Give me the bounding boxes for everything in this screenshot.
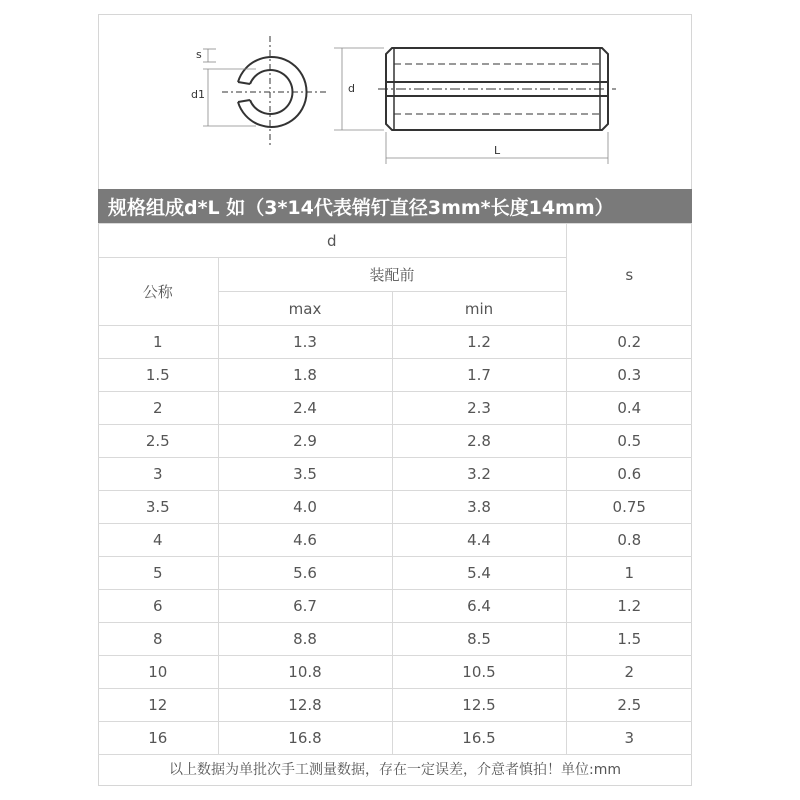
cell-max: 16.8 xyxy=(218,722,392,755)
cell-max: 1.8 xyxy=(218,359,392,392)
cell-s: 0.8 xyxy=(566,524,692,557)
pin-technical-drawing xyxy=(98,14,692,189)
cell-max: 10.8 xyxy=(218,656,392,689)
cell-max: 4.0 xyxy=(218,491,392,524)
header-d: d xyxy=(98,224,566,258)
cell-nominal: 6 xyxy=(98,590,218,623)
table-row xyxy=(98,590,692,623)
label-L: L xyxy=(494,144,501,157)
header-nominal: 公称 xyxy=(98,258,218,326)
cell-s: 0.2 xyxy=(566,326,692,359)
cell-max: 12.8 xyxy=(218,689,392,722)
table-row xyxy=(98,722,692,755)
table-row xyxy=(98,491,692,524)
cell-nominal: 4 xyxy=(98,524,218,557)
cell-s: 0.6 xyxy=(566,458,692,491)
cell-min: 3.2 xyxy=(392,458,566,491)
cell-nominal: 10 xyxy=(98,656,218,689)
cell-nominal: 5 xyxy=(98,557,218,590)
spec-table xyxy=(98,223,692,755)
cell-max: 6.7 xyxy=(218,590,392,623)
table-row xyxy=(98,458,692,491)
table-row xyxy=(98,557,692,590)
cell-max: 5.6 xyxy=(218,557,392,590)
table-row xyxy=(98,392,692,425)
table-row xyxy=(98,359,692,392)
label-d1: d1 xyxy=(191,88,205,101)
cell-s: 1 xyxy=(566,557,692,590)
end-view xyxy=(203,36,326,148)
spec-title: 规格组成d*L 如（3*14代表销钉直径3mm*长度14mm） xyxy=(108,196,614,219)
cell-s: 3 xyxy=(566,722,692,755)
cell-min: 1.2 xyxy=(392,326,566,359)
cell-s: 0.75 xyxy=(566,491,692,524)
cell-nominal: 3.5 xyxy=(98,491,218,524)
cell-s: 1.2 xyxy=(566,590,692,623)
table-row xyxy=(98,524,692,557)
cell-s: 0.4 xyxy=(566,392,692,425)
cell-min: 2.8 xyxy=(392,425,566,458)
cell-s: 1.5 xyxy=(566,623,692,656)
side-view xyxy=(334,48,616,164)
header-s: s xyxy=(566,224,692,326)
cell-nominal: 8 xyxy=(98,623,218,656)
cell-nominal: 2 xyxy=(98,392,218,425)
table-row xyxy=(98,326,692,359)
cell-max: 2.9 xyxy=(218,425,392,458)
table-row xyxy=(98,689,692,722)
cell-max: 4.6 xyxy=(218,524,392,557)
cell-max: 8.8 xyxy=(218,623,392,656)
cell-max: 3.5 xyxy=(218,458,392,491)
cell-min: 2.3 xyxy=(392,392,566,425)
cell-nominal: 3 xyxy=(98,458,218,491)
cell-min: 5.4 xyxy=(392,557,566,590)
header-min: min xyxy=(392,292,566,326)
cell-min: 3.8 xyxy=(392,491,566,524)
cell-min: 12.5 xyxy=(392,689,566,722)
cell-nominal: 16 xyxy=(98,722,218,755)
header-before-assembly: 装配前 xyxy=(218,258,566,292)
spec-title-bar xyxy=(98,189,692,223)
cell-nominal: 1 xyxy=(98,326,218,359)
cell-min: 10.5 xyxy=(392,656,566,689)
cell-max: 1.3 xyxy=(218,326,392,359)
cell-s: 0.5 xyxy=(566,425,692,458)
footnote: 以上数据为单批次手工测量数据，存在一定误差，介意者慎拍！单位:mm xyxy=(169,762,621,778)
table-row xyxy=(98,656,692,689)
cell-s: 2.5 xyxy=(566,689,692,722)
cell-max: 2.4 xyxy=(218,392,392,425)
table-body xyxy=(98,326,692,755)
cell-s: 2 xyxy=(566,656,692,689)
cell-s: 0.3 xyxy=(566,359,692,392)
cell-nominal: 12 xyxy=(98,689,218,722)
cell-min: 16.5 xyxy=(392,722,566,755)
cell-nominal: 1.5 xyxy=(98,359,218,392)
label-d: d xyxy=(348,82,355,95)
cell-min: 6.4 xyxy=(392,590,566,623)
cell-min: 8.5 xyxy=(392,623,566,656)
cell-nominal: 2.5 xyxy=(98,425,218,458)
table-row xyxy=(98,425,692,458)
cell-min: 1.7 xyxy=(392,359,566,392)
header-max: max xyxy=(218,292,392,326)
label-s: s xyxy=(196,48,202,61)
table-row xyxy=(98,623,692,656)
cell-min: 4.4 xyxy=(392,524,566,557)
